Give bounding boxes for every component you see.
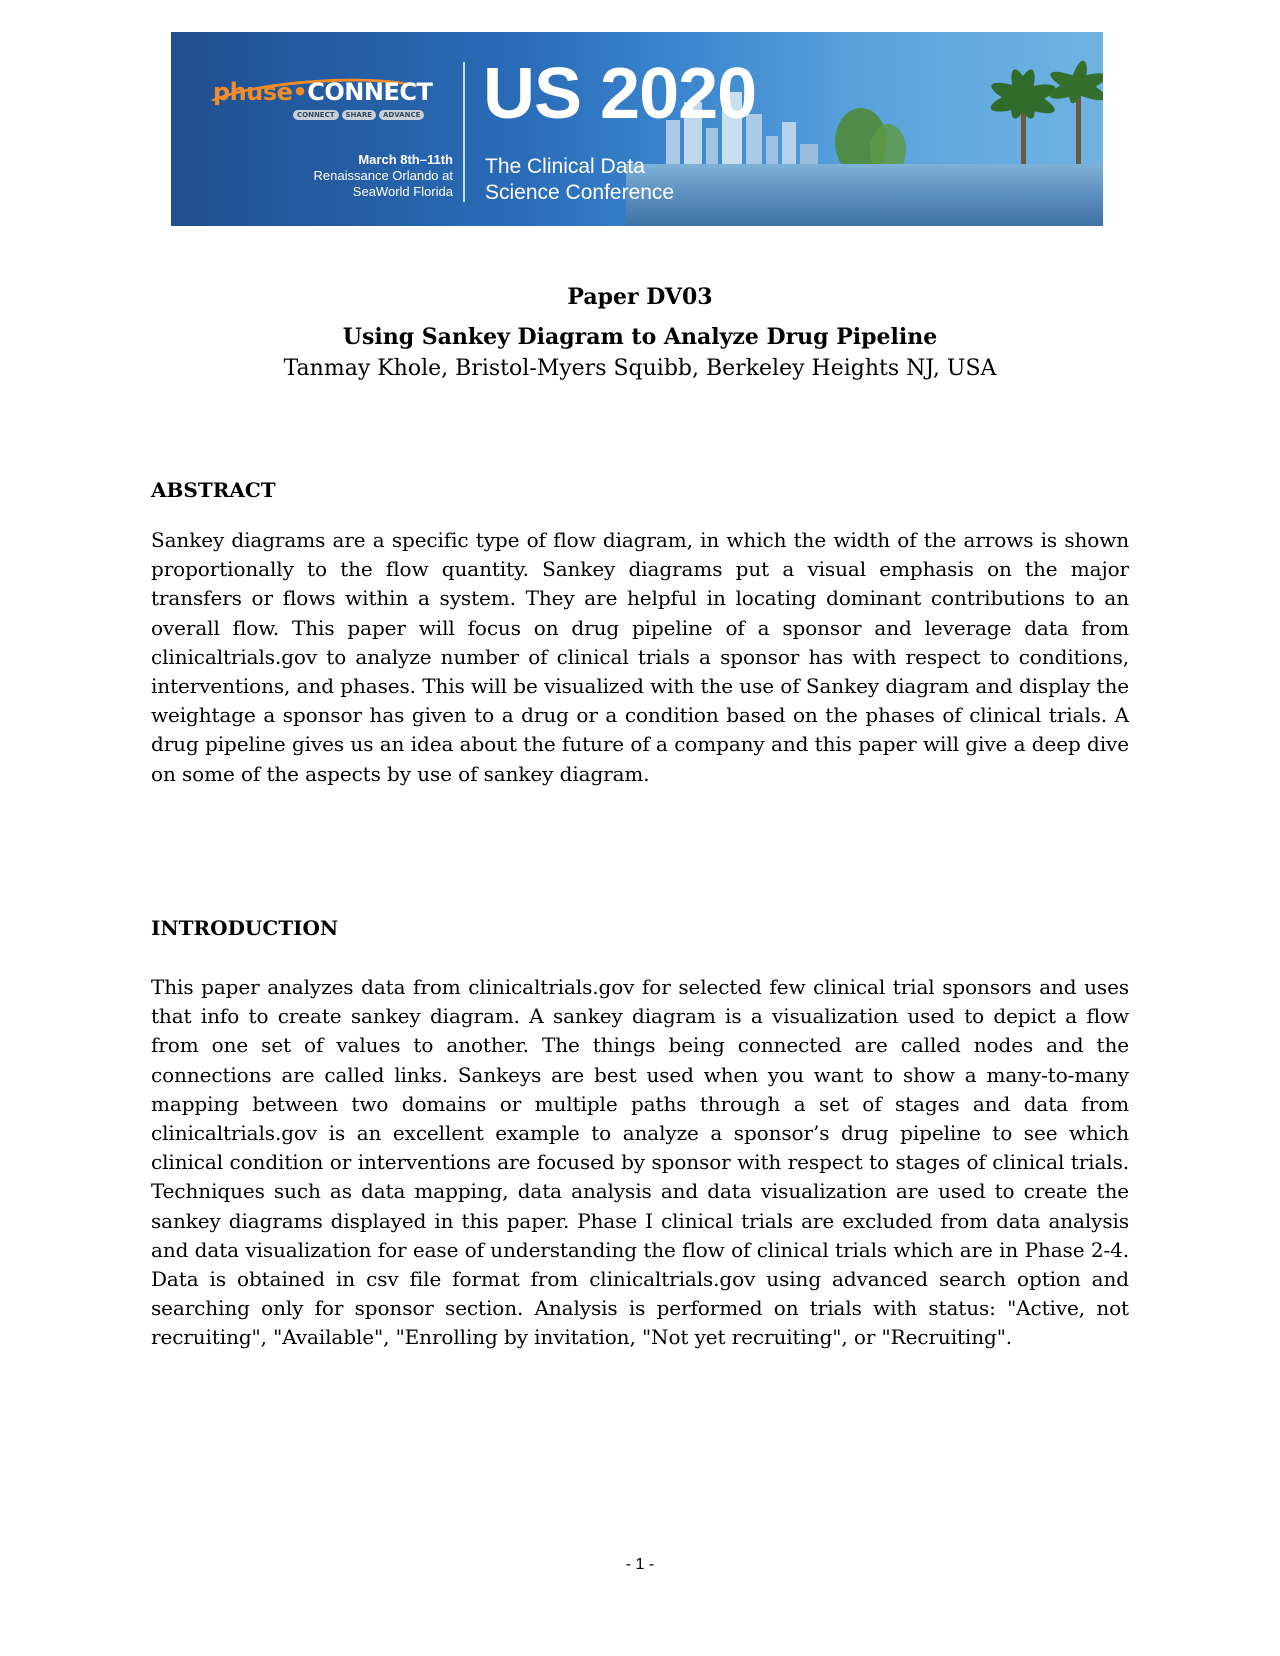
event-venue [314,152,453,200]
page-number: - 1 - [625,1556,655,1573]
phuse-connect-logo[interactable] [199,76,461,146]
lake-image [626,164,1103,226]
logo-suffix: CONNECT [307,78,433,106]
introduction-paragraph: This paper analyzes data from clinicaltrials.gov for selected few clinical trial sponsors and uses that info to create sankey diagram. A sankey diagram is a visualization used to depict a flow from one set of values to another. The things being connected are called nodes and the connections are called links. Sankeys are best used when you want to show a many-to-many mapping between two domains or multiple paths through a set of stages and data from clinicaltrials.gov is an excellent example to analyze a sponsor’s drug pipeline to see which clinical condition or interventions are focused by sponsor with respect to stages of clinical trials. Techniques such as data mapping, data analysis and data visualization are used to create the sankey diagrams displayed in this paper. Phase I clinical trials are excluded from data analysis and data visualization for ease of understanding the flow of clinical trials which are in Phase 2-4. Data is obtained in csv file format from clinicaltrials.gov using advanced search option and searching only for sponsor section. Analysis is performed on trials with status: "Active, not recruiting", "Available", "Enrolling by invitation, "Not yet recruiting", or "Recruiting". [151,975,1129,1350]
introduction-heading: INTRODUCTION [151,916,339,940]
abstract-heading: ABSTRACT [151,478,276,502]
venue-line: Renaissance Orlando at [313,168,453,183]
logo-tag: CONNECT [293,110,339,120]
venue-line: SeaWorld Florida [352,184,453,199]
abstract-paragraph: Sankey diagrams are a specific type of flow diagram, in which the width of the arrows is shown proportionally to the flow quantity. Sankey diagrams put a visual emphasis on the major transfers or flows within a system. They are helpful in locating dominant contributions to an overall flow. This paper will focus on drug pipeline of a sponsor and leverage data from clinicaltrials.gov to analyze number of clinical trials a sponsor has with respect to conditions, interventions, and phases. This will be visualized with the use of Sankey diagram and display the weightage a sponsor has given to a drug or a condition based on the phases of clinical trials. A drug pipeline gives us an idea about the future of a company and this paper will give a deep dive on some of the aspects by use of sankey diagram. [151,528,1129,786]
banner-divider [463,62,465,202]
logo-wordmark [213,78,432,106]
paper-id: Paper DV03 [567,284,713,310]
logo-dot: • [292,78,308,106]
event-title: US 2020 [483,54,757,134]
tagline-line: The Clinical Data [485,155,645,178]
logo-tag: ADVANCE [379,110,424,120]
tagline-line: Science Conference [485,181,675,204]
conference-banner [171,32,1103,226]
logo-tag-list [293,110,424,120]
event-tagline [485,154,674,206]
logo-prefix: phuse [213,78,293,106]
event-dates: March 8th–11th [358,152,453,167]
logo-tag: SHARE [342,110,377,120]
paper-author: Tanmay Khole, Bristol-Myers Squibb, Berkeley Heights NJ, USA [283,356,997,381]
paper-title: Using Sankey Diagram to Analyze Drug Pipeline [342,324,938,350]
